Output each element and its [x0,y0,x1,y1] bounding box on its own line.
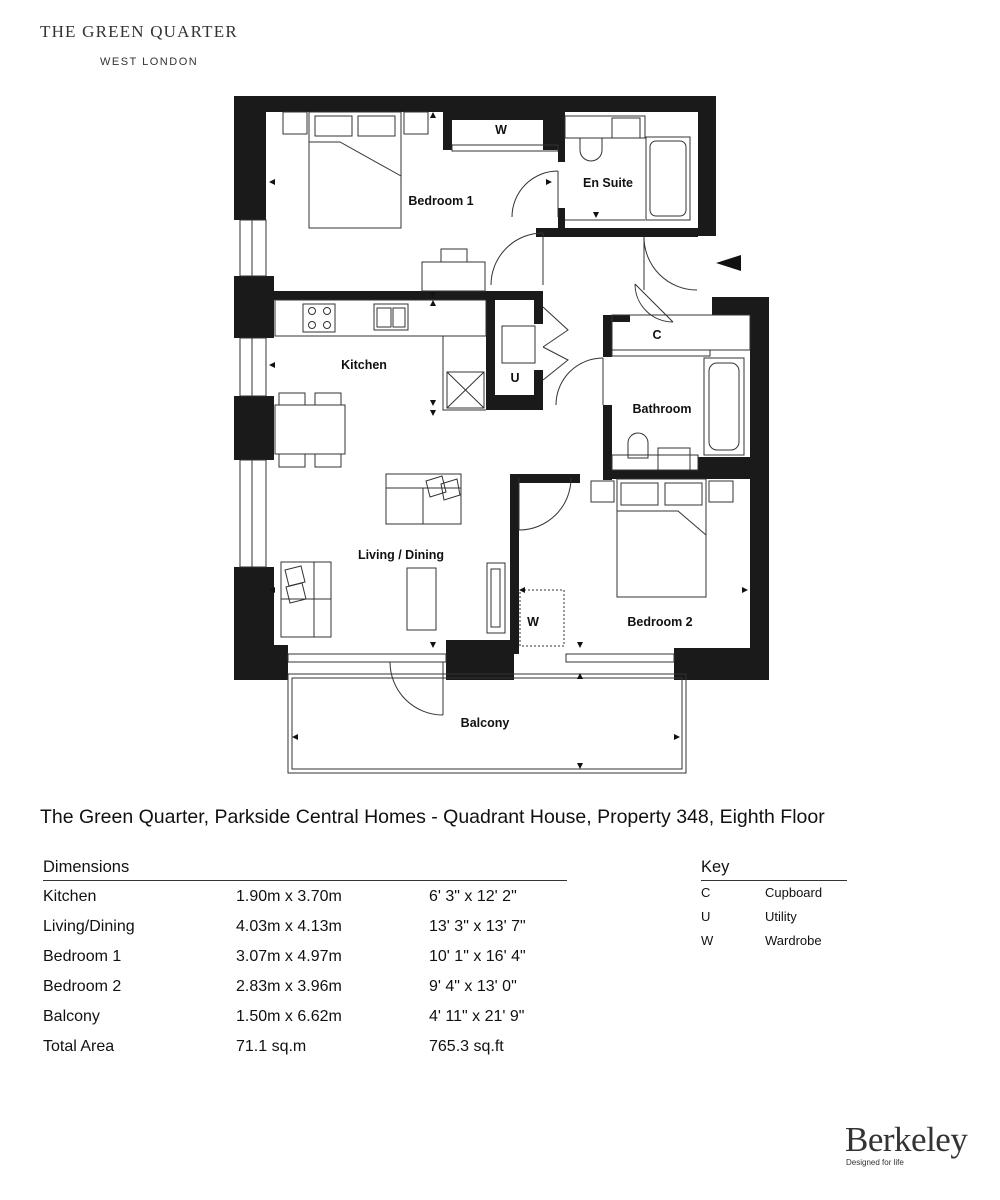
dimensions-row [43,1001,567,1031]
marker-wardrobe-bedroom-1: W [495,123,507,137]
label-living-dining: Living / Dining [357,548,445,562]
dimension-metric: 1.90m x 3.70m [236,888,342,905]
dimensions-row [43,1031,567,1061]
dimension-room: Balcony [43,1008,100,1025]
dimension-room: Bedroom 2 [43,978,122,995]
brand-title: THE GREEN QUARTER [40,22,238,41]
key-legend [701,858,847,953]
marker-utility: U [510,371,520,385]
key-code: U [701,909,711,924]
dimensions-row [43,941,567,971]
key-label: Cupboard [765,885,823,900]
dimension-metric: 2.83m x 3.96m [236,978,342,995]
label-bedroom-1: Bedroom 1 [408,194,474,208]
dimensions-row [43,971,567,1001]
key-label: Utility [765,909,797,924]
marker-wardrobe-bedroom-2: W [527,615,539,629]
dimensions-row [43,881,567,911]
dimension-metric: 4.03m x 4.13m [236,918,342,935]
dimensions-heading: Dimensions [43,858,567,881]
label-en-suite: En Suite [582,176,634,190]
key-code: C [701,885,711,900]
dimension-metric: 3.07m x 4.97m [236,948,342,965]
label-kitchen: Kitchen [341,358,387,372]
logo-name: Berkeley [845,1120,968,1159]
dimension-metric: 71.1 sq.m [236,1038,307,1055]
key-heading: Key [701,858,847,881]
dimension-imperial: 4' 11" x 21' 9" [429,1008,525,1025]
logo-tagline: Designed for life [846,1158,904,1167]
dimension-room: Kitchen [43,888,97,905]
key-item [701,929,847,953]
key-item [701,905,847,929]
dimensions-row [43,911,567,941]
marker-cupboard: C [652,328,662,342]
dimension-imperial: 6' 3" x 12' 2" [429,888,517,905]
dimensions-table [43,858,567,1061]
dimension-imperial: 10' 1" x 16' 4" [429,948,526,965]
dimension-room: Bedroom 1 [43,948,122,965]
dimension-imperial: 9' 4" x 13' 0" [429,978,517,995]
label-bathroom: Bathroom [632,402,692,416]
dimension-imperial: 13' 3" x 13' 7" [429,918,526,935]
label-balcony: Balcony [460,716,510,730]
dimension-room: Living/Dining [43,918,135,935]
brand-subtitle: WEST LONDON [100,56,199,68]
key-item [701,881,847,905]
label-bedroom-2: Bedroom 2 [627,615,693,629]
key-label: Wardrobe [765,933,822,948]
dimension-imperial: 765.3 sq.ft [429,1038,504,1055]
dimension-room: Total Area [43,1038,115,1055]
berkeley-logo [845,1120,968,1167]
key-code: W [701,933,714,948]
property-title: The Green Quarter, Parkside Central Homes - Quadrant House, Property 348, Eighth Floor [40,806,825,828]
dimension-metric: 1.50m x 6.62m [236,1008,342,1025]
